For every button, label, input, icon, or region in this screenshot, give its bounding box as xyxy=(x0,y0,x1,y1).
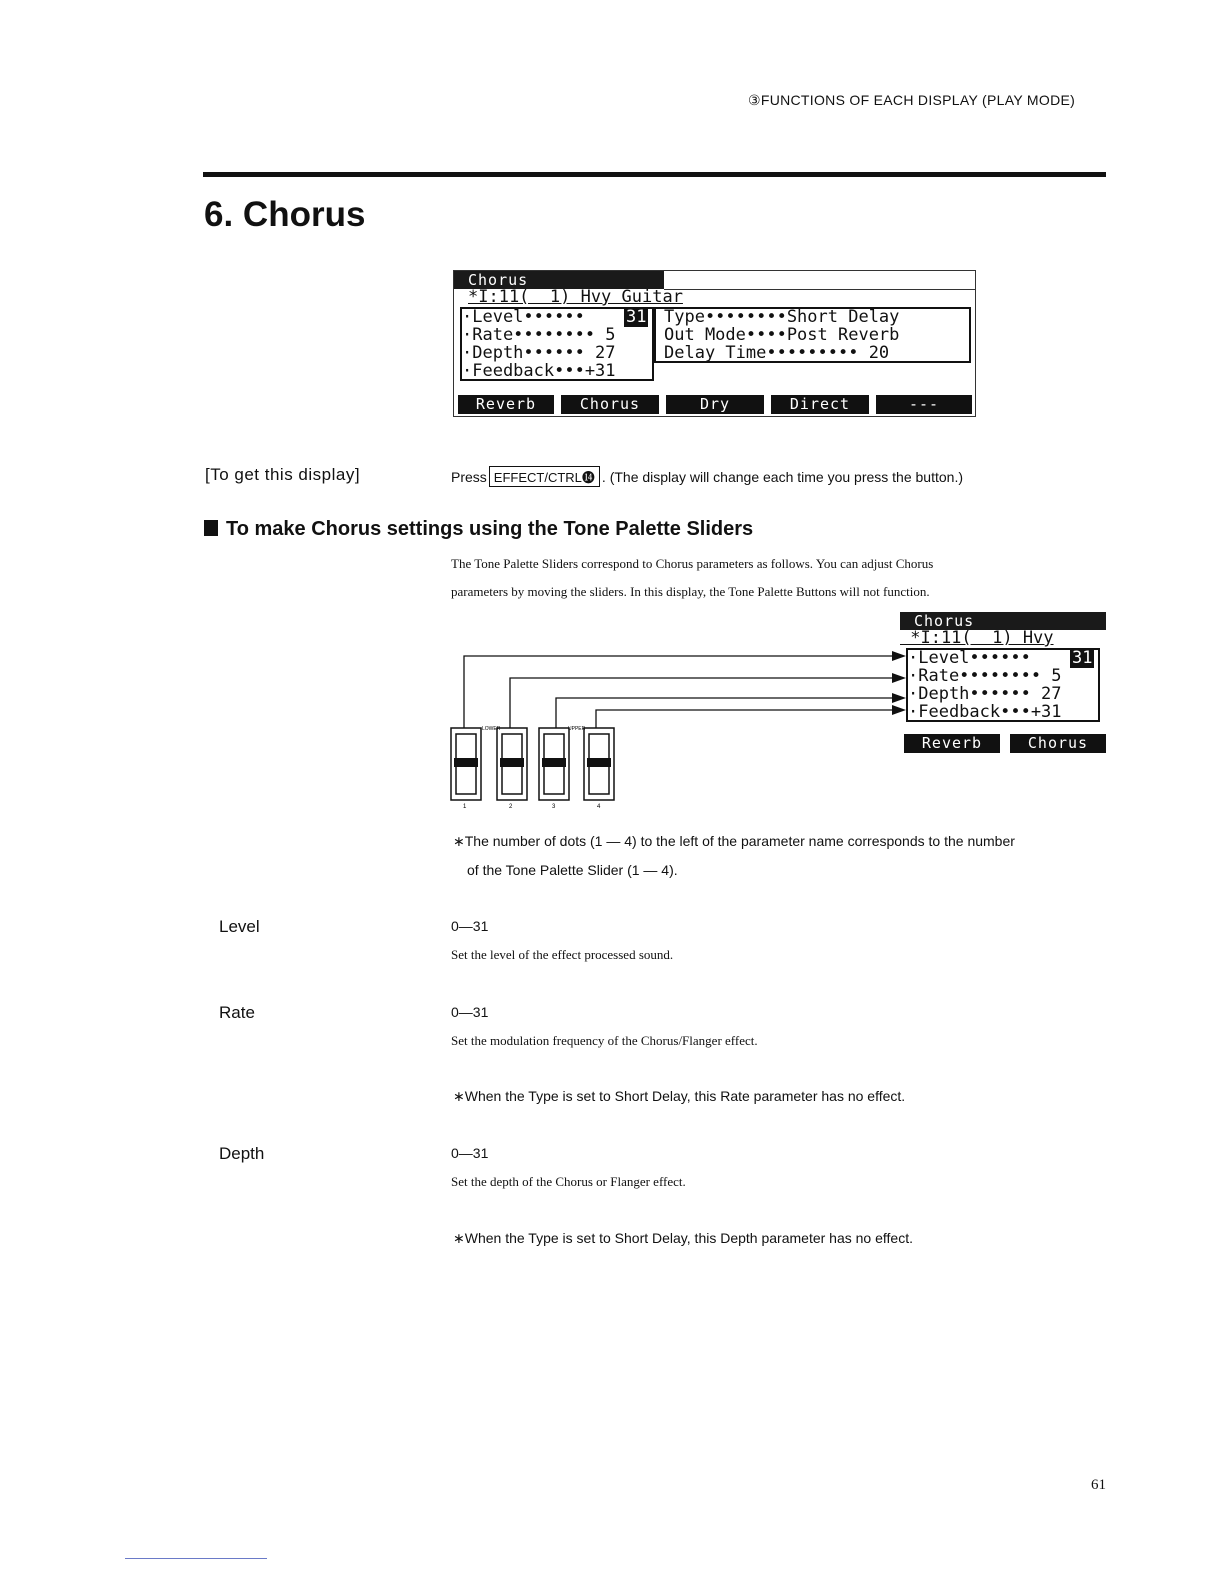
slider-tick-3: 3 xyxy=(552,804,556,810)
lcd-small-param-rate: ·Rate•••••••• 5 xyxy=(908,666,1062,686)
running-header: ③FUNCTIONS OF EACH DISPLAY (PLAY MODE) xyxy=(748,92,1076,108)
lcd-tab-blank: --- xyxy=(876,395,972,414)
lcd-patch-line: *I:11( 1) Hvy Guitar xyxy=(468,287,683,307)
lcd-param-level: ·Level•••••• xyxy=(462,307,585,327)
slider-4-knob xyxy=(587,758,611,767)
param-range-depth: 0—31 xyxy=(451,1145,489,1161)
lcd-small-param-level: ·Level•••••• xyxy=(908,648,1031,668)
footer-line xyxy=(125,1558,267,1559)
section-paragraph: The Tone Palette Sliders correspond to Chorus parameters as follows. You can adjust Chorus parameters by moving the sliders. In this display, the Tone Palette Buttons will not function. xyxy=(451,556,934,599)
slider-2-knob xyxy=(500,758,524,767)
param-range-rate: 0—31 xyxy=(451,1004,489,1020)
param-desc-rate: Set the modulation frequency of the Chorus/Flanger effect. xyxy=(451,1033,758,1048)
header-rule xyxy=(203,172,1106,177)
lcd-small-param-depth: ·Depth•••••• 27 xyxy=(908,684,1062,704)
param-note-depth: ∗When the Type is set to Short Delay, this Depth parameter has no effect. xyxy=(453,1230,913,1246)
slider-diagram xyxy=(418,640,908,815)
param-range-level: 0—31 xyxy=(451,918,489,934)
get-display-instruction xyxy=(451,466,963,487)
lcd-small-tab-reverb: Reverb xyxy=(904,734,1000,753)
slider-3-knob xyxy=(542,758,566,767)
lcd-tab-direct: Direct xyxy=(771,395,869,414)
dots-note: ∗The number of dots (1 — 4) to the left of the parameter name corresponds to the number of the Tone Palette Slider (1 — 4). xyxy=(453,833,1015,878)
lcd-tab-dry: Dry xyxy=(666,395,764,414)
lcd-setting-out-mode: Out Mode••••Post Reverb xyxy=(664,325,900,345)
param-note-rate: ∗When the Type is set to Short Delay, this Rate parameter has no effect. xyxy=(453,1088,906,1104)
lcd-level-value: 31 xyxy=(626,307,647,327)
lcd-small-tab-chorus: Chorus xyxy=(1010,734,1106,753)
slider-tick-4: 4 xyxy=(597,804,601,810)
chapter-title: 6. Chorus xyxy=(204,195,366,234)
lcd-param-depth: ·Depth•••••• 27 xyxy=(462,343,616,363)
param-name-depth: Depth xyxy=(219,1144,265,1163)
get-display-text: . (The display will change each time you press the button.) xyxy=(601,469,963,485)
param-name-rate: Rate xyxy=(219,1003,255,1022)
slider-tick-2: 2 xyxy=(509,804,513,810)
lcd-small-level-value: 31 xyxy=(1072,648,1093,668)
effect-ctrl-key: EFFECT/CTRL⓮ xyxy=(489,466,600,487)
param-name-level: Level xyxy=(219,917,260,936)
lcd-display-main xyxy=(453,270,976,417)
get-display-label: [To get this display] xyxy=(205,465,361,484)
lcd-param-feedback: ·Feedback•••+31 xyxy=(462,361,616,381)
slider-1-knob xyxy=(454,758,478,767)
param-desc-level: Set the level of the effect processed sound. xyxy=(451,947,674,962)
lower-label: LOWER xyxy=(482,726,501,732)
section-heading: To make Chorus settings using the Tone Palette Sliders xyxy=(204,518,753,541)
lcd-setting-delay-time: Delay Time••••••••• 20 xyxy=(664,343,890,363)
slider-tick-1: 1 xyxy=(463,804,467,810)
lcd-param-rate: ·Rate•••••••• 5 xyxy=(462,325,616,345)
lcd-title: Chorus xyxy=(454,271,664,289)
page-number: 61 xyxy=(1091,1477,1106,1493)
lcd-small-param-feedback: ·Feedback•••+31 xyxy=(908,702,1062,722)
upper-label: UPPER xyxy=(568,726,586,732)
lcd-small-title: Chorus xyxy=(900,612,1106,630)
lcd-setting-type: Type••••••••Short Delay xyxy=(664,307,900,327)
lcd-display-small xyxy=(900,612,1106,755)
press-word: Press xyxy=(451,469,487,485)
lcd-tab-reverb: Reverb xyxy=(458,395,554,414)
lcd-small-patch-line: *I:11( 1) Hvy xyxy=(900,628,1054,648)
param-desc-depth: Set the depth of the Chorus or Flanger effect. xyxy=(451,1174,686,1189)
lcd-tab-chorus: Chorus xyxy=(561,395,659,414)
bullet-square-icon xyxy=(204,520,218,536)
